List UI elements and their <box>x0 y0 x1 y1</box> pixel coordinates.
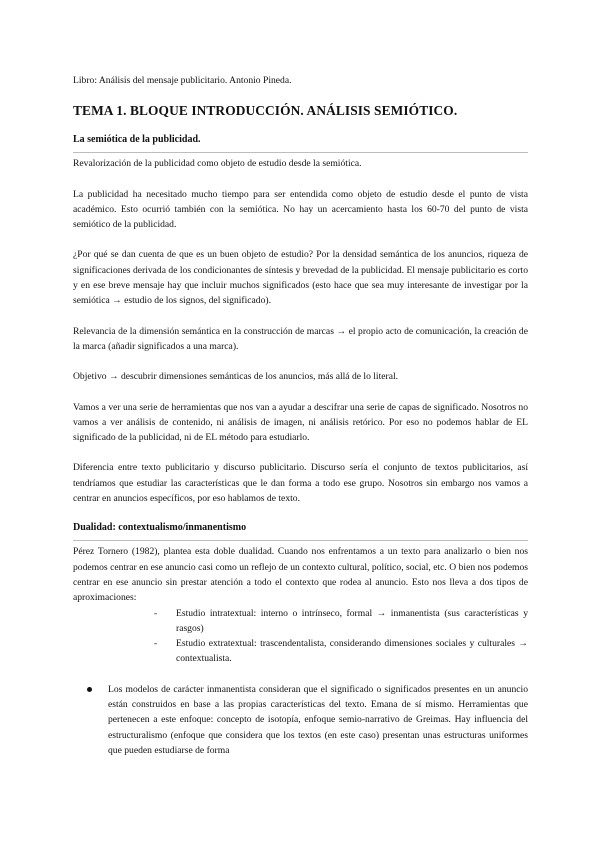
bullet-item <box>85 682 528 758</box>
paragraph: Revalorización de la publicidad como objeto de estudio desde la semiótica. <box>73 158 362 170</box>
document-body <box>73 73 528 758</box>
paragraph: Relevancia de la dimensión semántica en la construcción de marcas → el propio acto de comunicación, la creación de la marca (añadir significados a una marca). <box>73 325 528 352</box>
list-item: - Estudio intratextual: interno o intrínseco, formal → inmanentista (sus características y rasgos) <box>152 606 528 637</box>
bullet-text: Los modelos de carácter inmanentista consideran que el significado o significados presentes en un anuncio están construidos en base a las propias características del texto. Emana de sí mismo. Herramientas que pertenecen a este enfoque: concepto de isotopía, enfoque semio-narrativo de Greimas. Hay influencia del estructuralismo (enfoque que considera que los textos (en este caso) presentan unas estructuras uniformes que pueden estudiarse de forma <box>108 683 528 756</box>
page-title: TEMA 1. BLOQUE INTRODUCCIÓN. ANÁLISIS SEMIÓTICO. <box>73 103 458 119</box>
section-heading-semiotica: La semiótica de la publicidad. <box>73 134 201 146</box>
bullet-icon <box>87 687 92 692</box>
paragraph: Vamos a ver una serie de herramientas que nos van a ayudar a descifrar una serie de capas de significado. Nosotros no vamos a ver análisis de contenido, ni análisis de imagen, ni análisis retórico. Por eso no podemos hablar de EL significado de la publicidad, ni de EL método para estudiarlo. <box>73 401 528 444</box>
paragraph: Objetivo → descubrir dimensiones semánticas de los anuncios, más allá de lo literal. <box>73 371 399 383</box>
approach-list <box>152 606 528 667</box>
source-line: Libro: Análisis del mensaje publicitario. Antonio Pineda. <box>73 75 292 86</box>
list-item: - Estudio extratextual: trascendentalista, considerando dimensiones sociales y culturales → contextualista. <box>152 636 528 667</box>
paragraph: Diferencia entre texto publicitario y discurso publicitario. Discurso sería el conjunto de textos publicitarios, así tendríamos que estudiar las características que le dan forma a todo ese grupo. Nosotros sin embargo nos vamos a centrar en anuncios específicos, por eso hablamos de texto. <box>73 462 528 505</box>
paragraph: La publicidad ha necesitado mucho tiempo para ser entendida como objeto de estudio desde el punto de vista académico. Esto ocurrió también con la semiótica. No hay un acercamiento hasta los 60-70 del punto de vista semiótico de la publicidad. <box>73 188 528 231</box>
section-divider <box>73 540 528 541</box>
section-divider <box>73 152 528 153</box>
section-heading-dualidad: Dualidad: contextualismo/inmanentismo <box>73 522 247 534</box>
paragraph: Pérez Tornero (1982), plantea esta doble dualidad. Cuando nos enfrentamos a un texto para analizarlo o bien nos podemos centrar en ese anuncio casi como un reflejo de un contexto cultural, político, social, etc. O bien nos podemos centrar en ese anuncio sin prestar atención a todo el contexto que rodea al anuncio. Esto nos lleva a dos tipos de aproximaciones: <box>73 546 528 604</box>
paragraph: ¿Por qué se dan cuenta de que es un buen objeto de estudio? Por la densidad semántica de los anuncios, riqueza de significaciones derivada de los condicionantes de síntesis y brevedad de la publicidad. El mensaje publicitario es corto y en ese breve mensaje hay que incluir muchos significados (esto hace que sea muy interesante de investigar por la semiótica → estudio de los signos, del significado). <box>73 249 528 307</box>
bullet-list <box>85 682 528 758</box>
